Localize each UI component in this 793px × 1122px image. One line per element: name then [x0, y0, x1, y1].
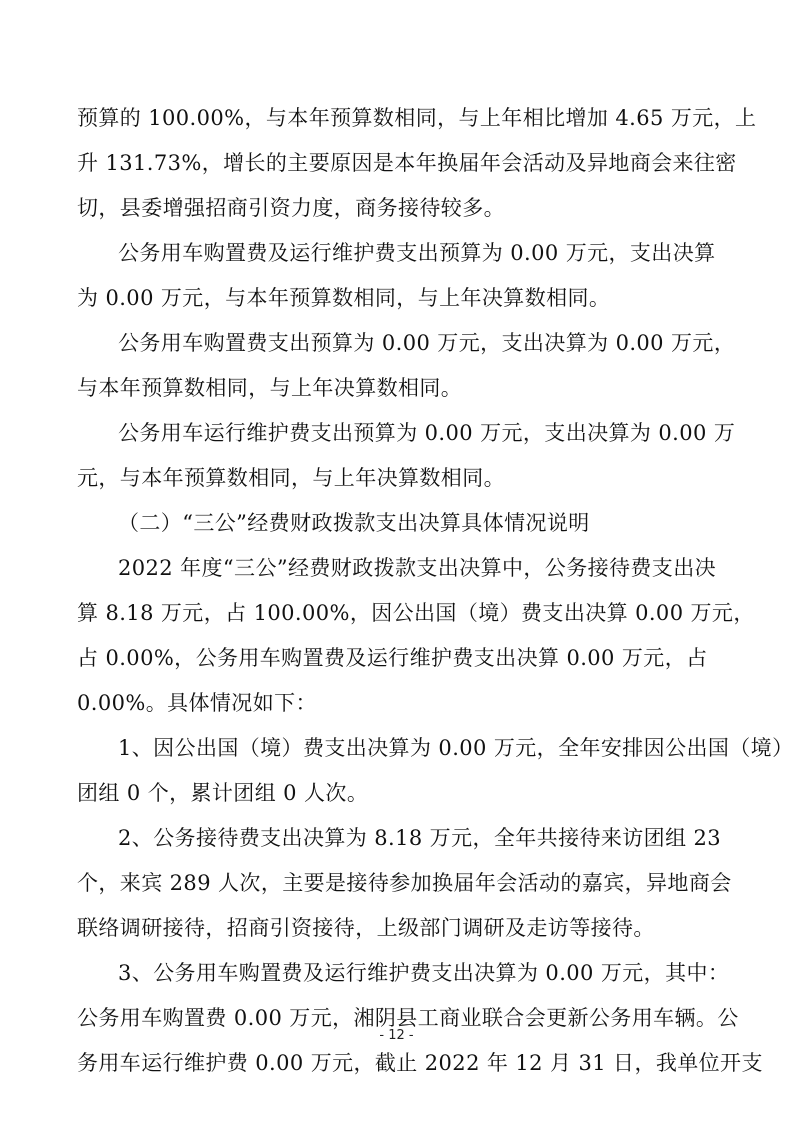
body-text-line: 占 0.00%，公务用车购置费及运行维护费支出决算 0.00 万元，占: [77, 646, 708, 670]
list-item-text: 3、公务用车购置费及运行维护费支出决算为 0.00 万元，其中：: [118, 961, 730, 985]
body-text-line: 与本年预算数相同，与上年决算数相同。: [77, 376, 463, 400]
list-item-text: 1、因公出国（境）费支出决算为 0.00 万元，全年安排因公出国（境）: [118, 736, 793, 760]
body-text-line: 公务用车购置费及运行维护费支出预算为 0.00 万元，支出决算: [118, 241, 716, 265]
body-text-line: 算 8.18 万元，占 100.00%，因公出国（境）费支出决算 0.00 万元，: [77, 601, 755, 625]
body-text-line: 联络调研接待，招商引资接待，上级部门调研及走访等接待。: [77, 916, 655, 940]
body-text-line: 务用车运行维护费 0.00 万元，截止 2022 年 12 月 31 日，我单位开支: [77, 1051, 763, 1075]
section-heading: （二）“三公”经费财政拨款支出决算具体情况说明: [118, 511, 590, 535]
list-item-text: 2、公务接待费支出决算为 8.18 万元，全年共接待来访团组 23: [118, 826, 722, 850]
body-text-line: 公务用车购置费支出预算为 0.00 万元，支出决算为 0.00 万元，: [118, 331, 736, 355]
body-text-line: 团组 0 个，累计团组 0 人次。: [77, 781, 369, 805]
body-text-line: 2022 年度“三公”经费财政拨款支出决算中，公务接待费支出决: [118, 556, 716, 580]
body-text-line: 切，县委增强招商引资力度，商务接待较多。: [77, 196, 505, 220]
body-text-line: 为 0.00 万元，与本年预算数相同，与上年决算数相同。: [77, 286, 611, 310]
body-text-line: 个，来宾 289 人次，主要是接待参加换届年会活动的嘉宾，异地商会: [77, 871, 732, 895]
body-text-line: 预算的 100.00%，与本年预算数相同，与上年相比增加 4.65 万元，上: [77, 106, 757, 130]
body-text-line: 升 131.73%，增长的主要原因是本年换届年会活动及异地商会来往密: [77, 151, 737, 175]
body-text-line: 元，与本年预算数相同，与上年决算数相同。: [77, 466, 505, 490]
body-text-line: 0.00%。具体情况如下：: [77, 691, 317, 715]
body-text-line: 公务用车购置费 0.00 万元，湘阴县工商业联合会更新公务用车辆。公: [77, 1006, 739, 1030]
page-number: - 12 -: [379, 1028, 414, 1043]
body-text-line: 公务用车运行维护费支出预算为 0.00 万元，支出决算为 0.00 万: [118, 421, 736, 445]
